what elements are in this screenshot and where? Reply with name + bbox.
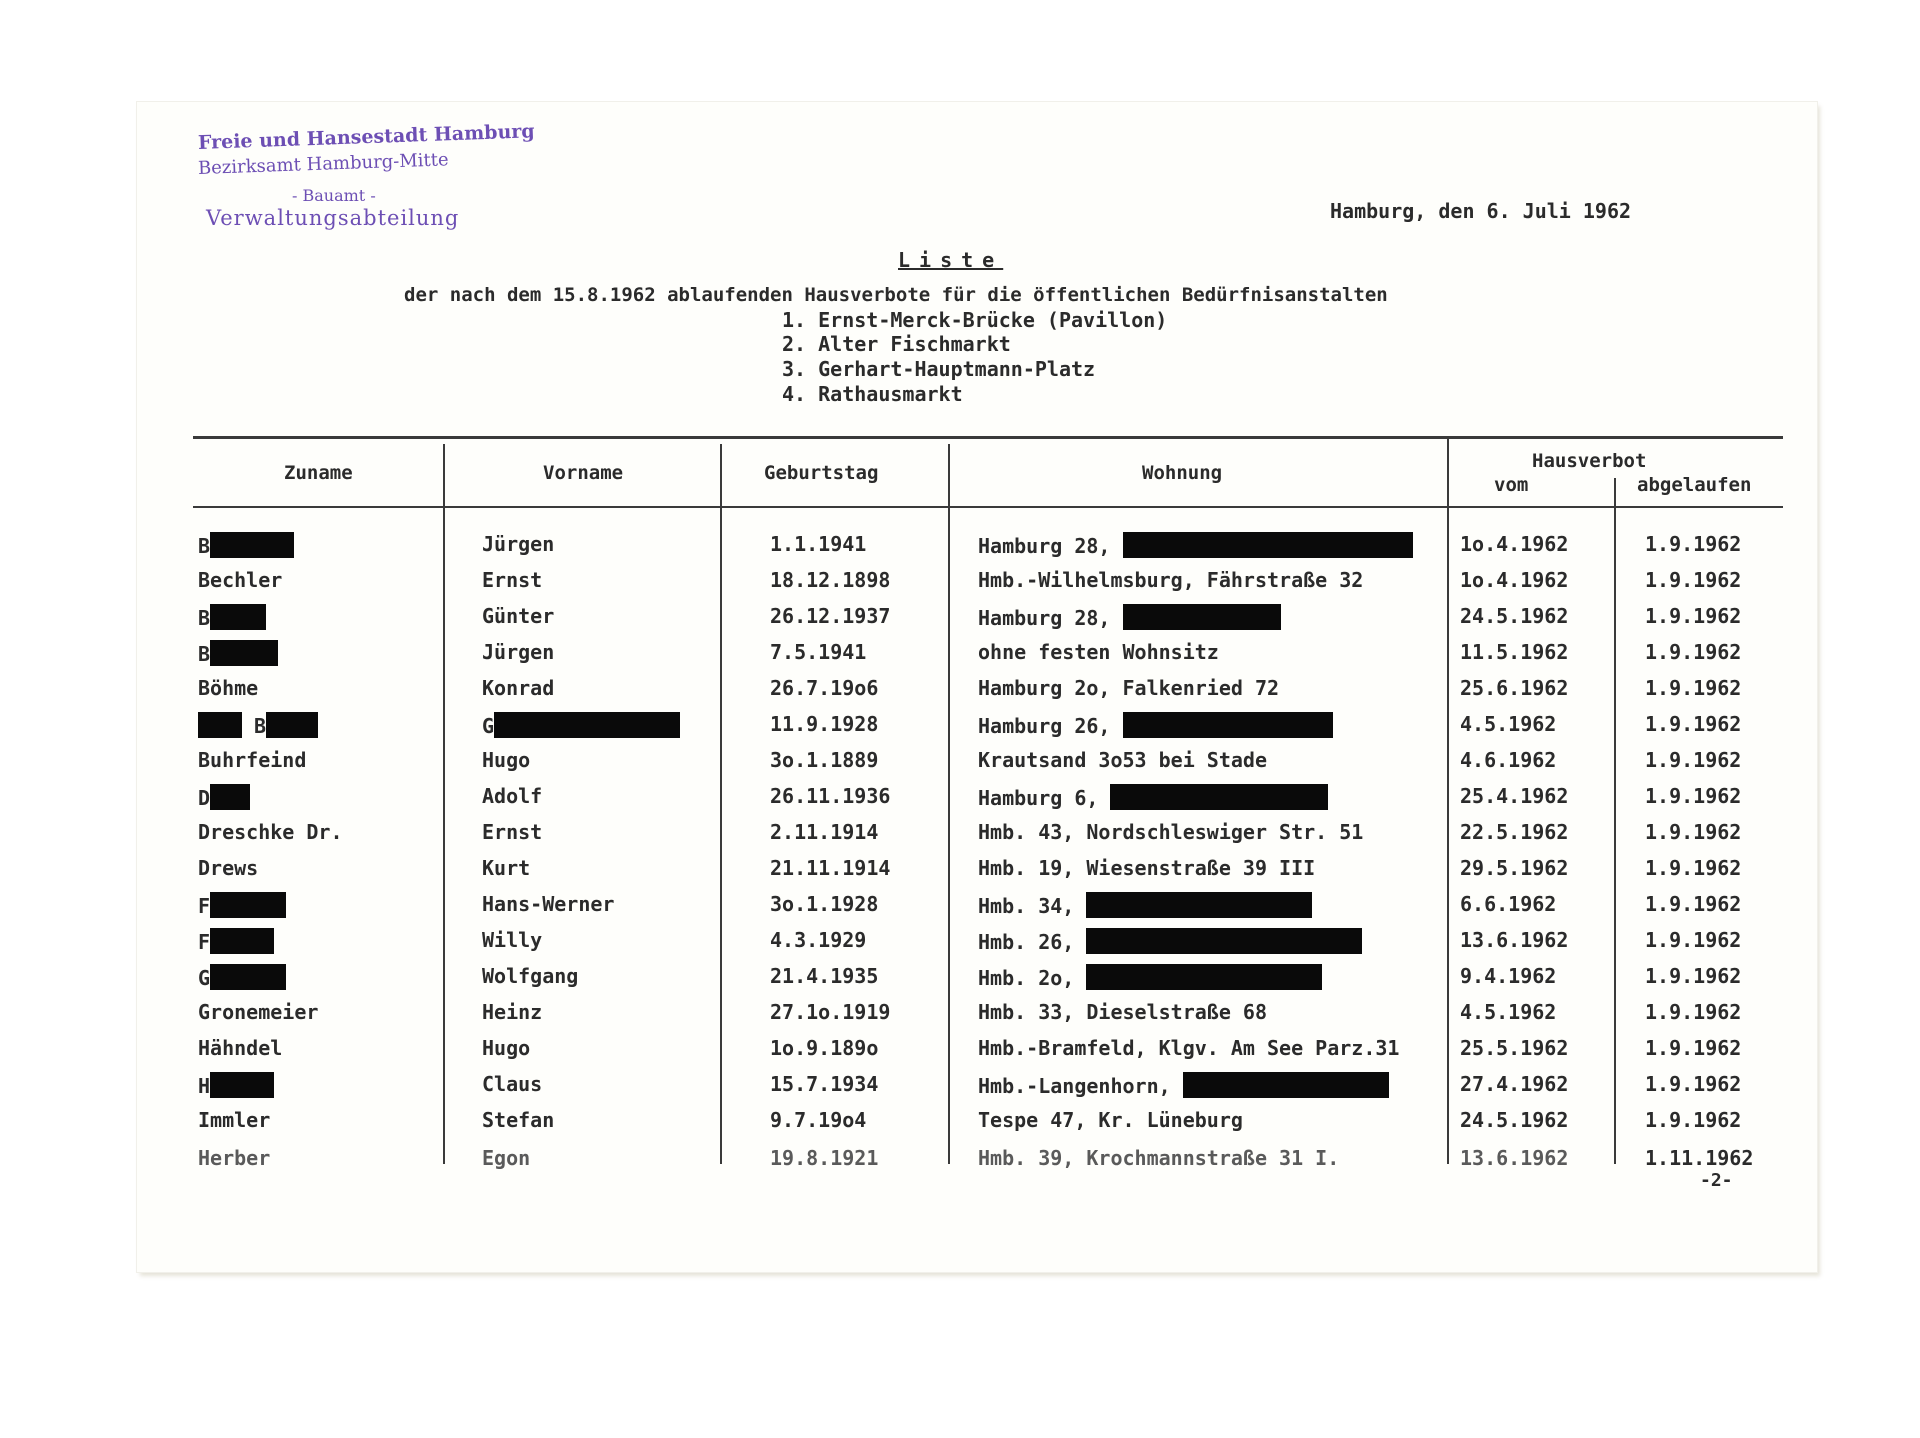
cell-ban-from: 24.5.1962 [1460, 1108, 1569, 1132]
location-item: 2. Alter Fischmarkt [782, 332, 1011, 356]
header-ban: Hausverbot [1532, 450, 1647, 472]
cell-firstname: Konrad [482, 676, 555, 700]
cell-birthday: 19.8.1921 [770, 1146, 879, 1170]
cell-residence: Hamburg 26, [978, 712, 1333, 738]
table-top-rule [193, 436, 1783, 439]
cell-ban-expired: 1.9.1962 [1645, 532, 1742, 556]
cell-ban-expired: 1.9.1962 [1645, 676, 1742, 700]
cell-residence: Hmb.-Langenhorn, [978, 1072, 1389, 1098]
column-divider [1614, 478, 1616, 1164]
cell-residence: Hamburg 28, [978, 604, 1281, 630]
cell-birthday: 1o.9.189o [770, 1036, 879, 1060]
cell-firstname: Wolfgang [482, 964, 579, 988]
cell-surname: Bechler [198, 568, 283, 592]
redaction-bar [210, 964, 286, 990]
cell-ban-expired: 1.9.1962 [1645, 964, 1742, 988]
cell-ban-from: 13.6.1962 [1460, 928, 1569, 952]
cell-surname: Böhme [198, 676, 259, 700]
cell-firstname: Hugo [482, 748, 531, 772]
cell-firstname: Hans-Werner [482, 892, 615, 916]
cell-residence: Hamburg 6, [978, 784, 1328, 810]
header-residence: Wohnung [1142, 462, 1223, 484]
cell-surname: F [198, 928, 274, 954]
cell-residence: Hmb. 39, Krochmannstraße 31 I. [978, 1146, 1340, 1170]
cell-firstname: Stefan [482, 1108, 555, 1132]
page-subtitle: der nach dem 15.8.1962 ablaufenden Hausverbote für die öffentlichen Bedürfnisanstalten [404, 284, 1388, 306]
cell-residence: Tespe 47, Kr. Lüneburg [978, 1108, 1243, 1132]
cell-ban-from: 24.5.1962 [1460, 604, 1569, 628]
cell-residence: Hamburg 28, [978, 532, 1413, 558]
cell-firstname: Ernst [482, 820, 543, 844]
cell-birthday: 1.1.1941 [770, 532, 867, 556]
cell-firstname: Claus [482, 1072, 543, 1096]
redaction-bar [1123, 604, 1281, 630]
cell-ban-from: 27.4.1962 [1460, 1072, 1569, 1096]
cell-residence: Hmb. 19, Wiesenstraße 39 III [978, 856, 1316, 880]
cell-birthday: 18.12.1898 [770, 568, 891, 592]
redaction-bar [210, 532, 294, 558]
cell-firstname: Adolf [482, 784, 543, 808]
cell-birthday: 27.1o.1919 [770, 1000, 891, 1024]
cell-ban-expired: 1.9.1962 [1645, 1108, 1742, 1132]
cell-birthday: 15.7.1934 [770, 1072, 879, 1096]
cell-ban-expired: 1.9.1962 [1645, 604, 1742, 628]
cell-residence: Hamburg 2o, Falkenried 72 [978, 676, 1280, 700]
stamp-line-department: Verwaltungsabteilung [206, 206, 460, 230]
redaction-bar [266, 712, 318, 738]
redaction-bar [494, 712, 680, 738]
stamp-line-office: - Bauamt - [292, 186, 376, 205]
header-surname: Zuname [284, 462, 353, 484]
cell-ban-expired: 1.9.1962 [1645, 892, 1742, 916]
cell-firstname: G [482, 712, 680, 738]
page-continuation-marker: -2- [1700, 1170, 1733, 1191]
cell-firstname: Ernst [482, 568, 543, 592]
redaction-bar [1183, 1072, 1389, 1098]
cell-ban-from: 13.6.1962 [1460, 1146, 1569, 1170]
redaction-bar [1123, 532, 1413, 558]
redaction-bar [210, 1072, 274, 1098]
cell-ban-expired: 1.9.1962 [1645, 748, 1742, 772]
cell-ban-from: 22.5.1962 [1460, 820, 1569, 844]
cell-ban-from: 4.6.1962 [1460, 748, 1557, 772]
cell-surname: D [198, 784, 250, 810]
header-ban-from: vom [1494, 474, 1529, 496]
cell-firstname: Jürgen [482, 532, 555, 556]
redaction-bar [198, 712, 242, 738]
cell-birthday: 3o.1.1928 [770, 892, 879, 916]
cell-ban-expired: 1.9.1962 [1645, 712, 1742, 736]
cell-ban-expired: 1.9.1962 [1645, 856, 1742, 880]
cell-birthday: 4.3.1929 [770, 928, 867, 952]
cell-surname: Herber [198, 1146, 271, 1170]
page-title: Liste [898, 248, 1004, 272]
cell-ban-from: 4.5.1962 [1460, 712, 1557, 736]
cell-birthday: 9.7.19o4 [770, 1108, 867, 1132]
column-divider [1447, 436, 1449, 1164]
cell-firstname: Kurt [482, 856, 531, 880]
cell-firstname: Jürgen [482, 640, 555, 664]
cell-ban-from: 1o.4.1962 [1460, 568, 1569, 592]
cell-ban-expired: 1.9.1962 [1645, 1036, 1742, 1060]
cell-surname: Immler [198, 1108, 271, 1132]
header-birthday: Geburtstag [764, 462, 879, 484]
cell-residence: ohne festen Wohnsitz [978, 640, 1219, 664]
cell-residence: Krautsand 3o53 bei Stade [978, 748, 1267, 772]
table-header-rule [193, 506, 1783, 508]
cell-birthday: 11.9.1928 [770, 712, 879, 736]
cell-ban-from: 25.4.1962 [1460, 784, 1569, 808]
column-divider [948, 444, 950, 1164]
location-item: 3. Gerhart-Hauptmann-Platz [782, 357, 1096, 381]
cell-surname: Hähndel [198, 1036, 283, 1060]
cell-surname: F [198, 892, 286, 918]
cell-firstname: Hugo [482, 1036, 531, 1060]
cell-residence: Hmb. 2o, [978, 964, 1322, 990]
cell-ban-expired: 1.9.1962 [1645, 820, 1742, 844]
cell-ban-from: 1o.4.1962 [1460, 532, 1569, 556]
cell-firstname: Günter [482, 604, 555, 628]
cell-surname: B [198, 712, 318, 738]
cell-birthday: 26.7.19o6 [770, 676, 879, 700]
cell-ban-expired: 1.9.1962 [1645, 1000, 1742, 1024]
cell-birthday: 26.11.1936 [770, 784, 891, 808]
column-divider [720, 444, 722, 1164]
cell-ban-expired: 1.11.1962 [1645, 1146, 1754, 1170]
cell-ban-from: 11.5.1962 [1460, 640, 1569, 664]
cell-ban-expired: 1.9.1962 [1645, 928, 1742, 952]
cell-ban-expired: 1.9.1962 [1645, 784, 1742, 808]
cell-firstname: Egon [482, 1146, 531, 1170]
redaction-bar [1086, 964, 1322, 990]
cell-ban-from: 6.6.1962 [1460, 892, 1557, 916]
cell-surname: H [198, 1072, 274, 1098]
cell-birthday: 7.5.1941 [770, 640, 867, 664]
redaction-bar [1123, 712, 1333, 738]
cell-ban-from: 9.4.1962 [1460, 964, 1557, 988]
redaction-bar [210, 640, 278, 666]
cell-ban-from: 25.5.1962 [1460, 1036, 1569, 1060]
redaction-bar [210, 604, 266, 630]
cell-surname: Drews [198, 856, 259, 880]
redaction-bar [210, 892, 286, 918]
cell-ban-from: 25.6.1962 [1460, 676, 1569, 700]
cell-surname: G [198, 964, 286, 990]
location-item: 1. Ernst-Merck-Brücke (Pavillon) [782, 308, 1168, 332]
cell-surname: Gronemeier [198, 1000, 319, 1024]
cell-ban-from: 4.5.1962 [1460, 1000, 1557, 1024]
cell-birthday: 21.4.1935 [770, 964, 879, 988]
redaction-bar [1110, 784, 1328, 810]
location-item: 4. Rathausmarkt [782, 382, 963, 406]
cell-residence: Hmb. 33, Dieselstraße 68 [978, 1000, 1267, 1024]
cell-birthday: 3o.1.1889 [770, 748, 879, 772]
cell-birthday: 21.11.1914 [770, 856, 891, 880]
header-ban-expired: abgelaufen [1637, 474, 1752, 496]
cell-residence: Hmb.-Bramfeld, Klgv. Am See Parz.31 [978, 1036, 1400, 1060]
cell-birthday: 2.11.1914 [770, 820, 879, 844]
cell-ban-expired: 1.9.1962 [1645, 568, 1742, 592]
cell-ban-expired: 1.9.1962 [1645, 1072, 1742, 1096]
date-line: Hamburg, den 6. Juli 1962 [1330, 199, 1632, 223]
cell-firstname: Willy [482, 928, 543, 952]
redaction-bar [210, 784, 250, 810]
stamp-line-district: Bezirksamt Hamburg-Mitte [197, 149, 449, 179]
column-divider [443, 444, 445, 1164]
cell-residence: Hmb.-Wilhelmsburg, Fährstraße 32 [978, 568, 1364, 592]
cell-surname: B [198, 604, 266, 630]
stamp-line-city: Freie und Hansestadt Hamburg [197, 120, 535, 154]
cell-surname: B [198, 532, 294, 558]
redaction-bar [210, 928, 274, 954]
cell-ban-expired: 1.9.1962 [1645, 640, 1742, 664]
cell-residence: Hmb. 43, Nordschleswiger Str. 51 [978, 820, 1364, 844]
cell-birthday: 26.12.1937 [770, 604, 891, 628]
cell-surname: Buhrfeind [198, 748, 307, 772]
header-firstname: Vorname [543, 462, 624, 484]
cell-ban-from: 29.5.1962 [1460, 856, 1569, 880]
redaction-bar [1086, 928, 1362, 954]
cell-firstname: Heinz [482, 1000, 543, 1024]
cell-residence: Hmb. 26, [978, 928, 1362, 954]
redaction-bar [1086, 892, 1312, 918]
cell-surname: Dreschke Dr. [198, 820, 343, 844]
cell-surname: B [198, 640, 278, 666]
cell-residence: Hmb. 34, [978, 892, 1312, 918]
